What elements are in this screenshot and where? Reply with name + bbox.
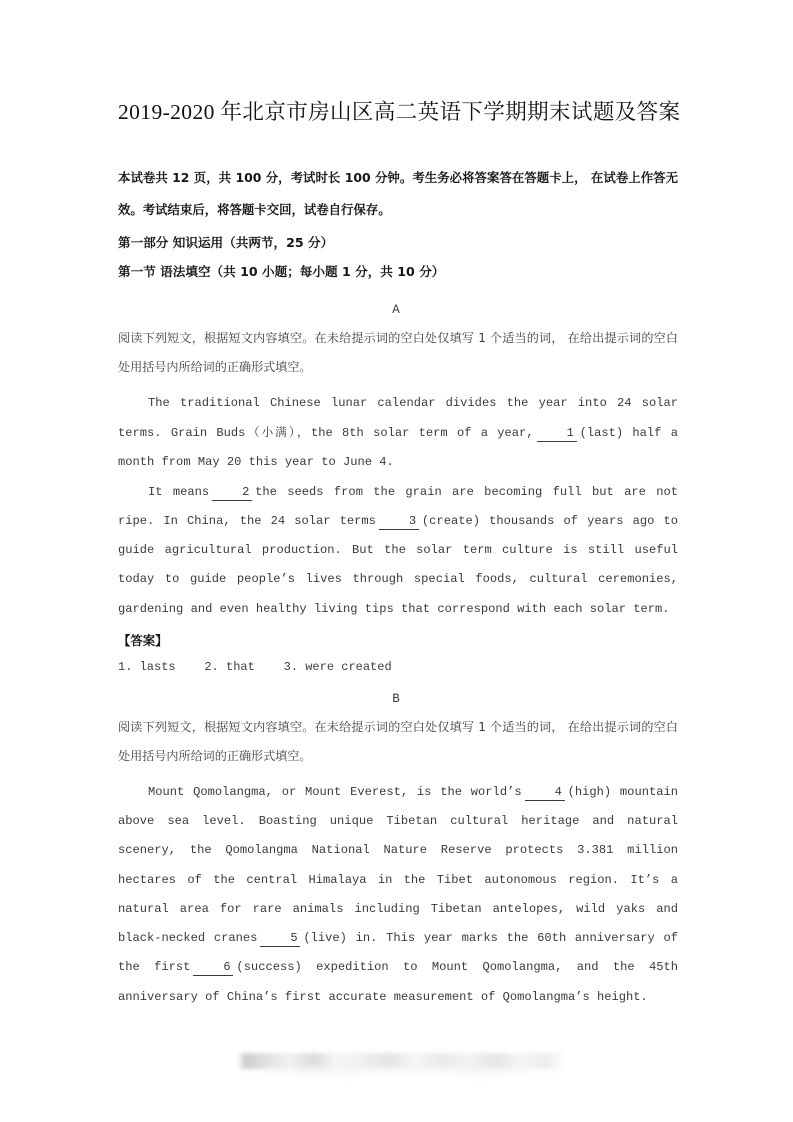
passage-a-p2-seg-3: (create) thousands of years ago to guide agricultural production. But the solar term culture is still useful today to guide people’s lives through special foods, cultural ceremonies, gardening and even healthy living tips that correspond with each solar term. <box>118 513 678 616</box>
passage-a-label: A <box>392 302 400 317</box>
passage-b-seg-4: (success) expedition to Mount Qomolangma, and the 45th anniversary of China’s first accurate measurement of Qomolangma’s height. <box>118 960 678 1004</box>
answer-list: 1. lasts 2. that 3. were created <box>118 660 392 675</box>
blank-4[interactable]: 4 <box>525 785 565 801</box>
blank-3[interactable]: 3 <box>379 514 419 530</box>
spacer <box>118 287 678 293</box>
passage-b-seg-2: (high) mountain above sea level. Boasting unique Tibetan cultural heritage and natural scenery, the Qomolangma National Nature Reserve protects 3.381 million hectares of the central Himalaya in the Tibet autonomous region. It’s a natural area for rare animals including Tibetan antelopes, wild yaks and black-necked cranes <box>118 784 678 946</box>
page-title: 2019-2020 年北京市房山区高二英语下学期期末试题及答案 <box>118 100 681 124</box>
passage-a-p1-text-mid: ），the 8th solar term of a year, <box>288 425 534 440</box>
passage-a-p2-seg-2: the seeds from the grain are becoming full but are not ripe. In China, the 24 solar terms <box>118 484 678 528</box>
part-heading: 第一部分 知识运用（共两节，25 分） <box>118 234 334 250</box>
passage-a-p2-seg-1: It means <box>148 484 210 499</box>
redacted-watermark-shadow <box>250 1065 550 1075</box>
blank-1[interactable]: 1 <box>537 426 577 442</box>
passage-b-instruction: 阅读下列短文，根据短文内容填空。在未给提示词的空白处仅填写 1 个适当的词， 在给出提示词的空白处用括号内所给词的正确形式填空。 <box>118 720 678 764</box>
passage-a-paragraph-1 <box>118 389 678 478</box>
blank-6[interactable]: 6 <box>193 960 233 976</box>
passage-a-p1-chinese-term: 小满 <box>261 424 289 439</box>
passage-a-p1-text-after: (last) half a month from May 20 this year to June 4. <box>118 425 678 470</box>
passage-b-seg-3: (live) in. This year marks the 60th anniversary of the first <box>118 931 678 975</box>
passage-a-paragraph-2 <box>118 478 678 624</box>
section-heading: 第一节 语法填空（共 10 小题；每小题 1 分，共 10 分） <box>118 264 445 280</box>
passage-a-p1-text-before: The traditional Chinese lunar calendar divides the year into 24 solar terms. Grain Buds（ <box>118 395 678 440</box>
passage-b-paragraph <box>118 778 678 1012</box>
exam-notice: 本试卷共 12 页，共 100 分，考试时长 100 分钟。考生务必将答案答在答题卡上， 在试卷上作答无效。考试结束后，将答题卡交回，试卷自行保存。 <box>118 170 678 217</box>
passage-a-instruction: 阅读下列短文，根据短文内容填空。在未给提示词的空白处仅填写 1 个适当的词， 在给出提示词的空白处用括号内所给词的正确形式填空。 <box>118 331 678 375</box>
blank-5[interactable]: 5 <box>260 931 300 947</box>
passage-b-label: B <box>392 691 400 706</box>
document-content <box>118 96 681 1012</box>
answer-heading: 【答案】 <box>118 632 168 648</box>
passage-b-seg-1: Mount Qomolangma, or Mount Everest, is the world’s <box>148 784 522 799</box>
blank-2[interactable]: 2 <box>212 485 252 501</box>
